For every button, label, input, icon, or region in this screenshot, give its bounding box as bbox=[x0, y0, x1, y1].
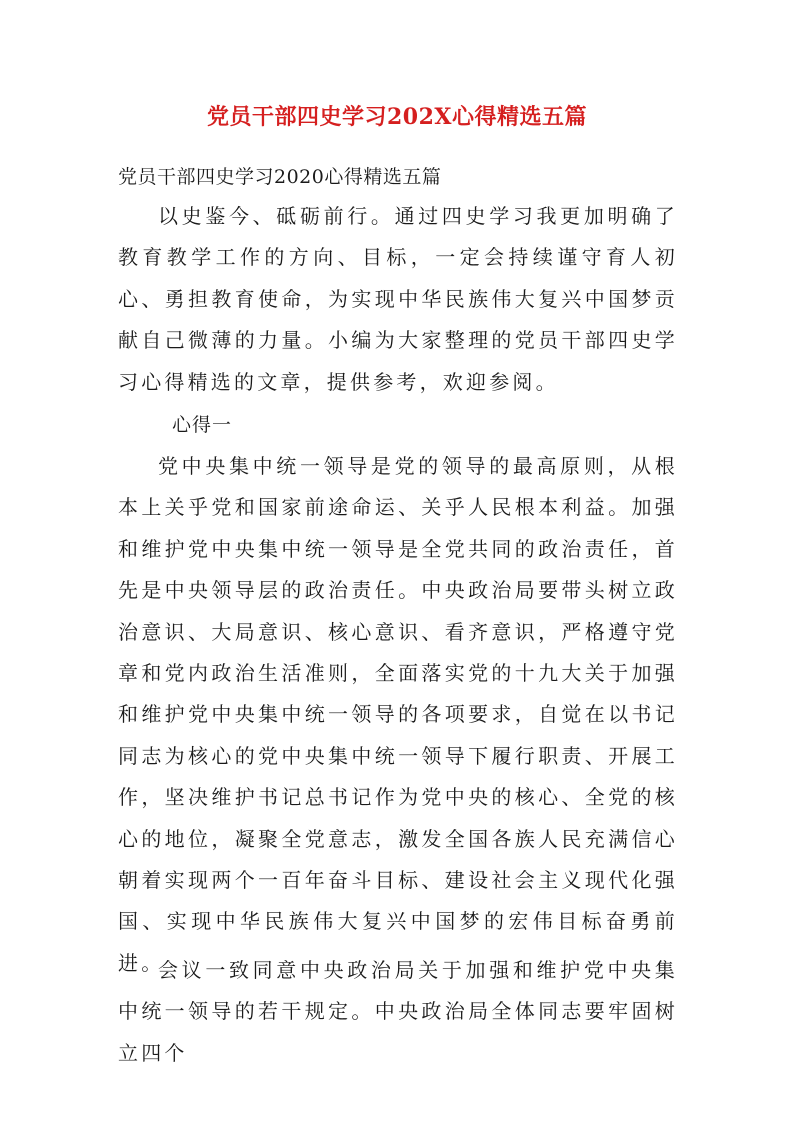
body-paragraph: 党中央集中统一领导是党的领导的最高原则，从根本上关乎党和国家前途命运、关乎人民根本利益。加强和维护党中央集中统一领导是全党共同的政治责任，首先是中央领导层的政治责任。中央政治局要带头树立政治意识、大局意识、核心意识、看齐意识，严格遵守党章和党内政治生活准则，全面落实党的十九大关于加强和维护党中央集中统一领导的各项要求，自觉在以书记同志为核心的党中央集中统一领导下履行职责、开展工作，坚决维护书记总书记作为党中央的核心、全党的核心的地位，凝聚全党意志，激发全国各族人民充满信心朝着实现两个一百年奋斗目标、建设社会主义现代化强国、实现中华民族伟大复兴中国梦的宏伟目标奋勇前进。 bbox=[118, 454, 678, 975]
section-heading: 心得一 bbox=[172, 414, 233, 436]
intro-paragraph: 以史鉴今、砥砺前行。通过四史学习我更加明确了教育教学工作的方向、目标，一定会持续谨守育人初心、勇担教育使命，为实现中华民族伟大复兴中国梦贡献自己微薄的力量。小编为大家整理的党员干部四史学习心得精选的文章，提供参考，欢迎参阅。 bbox=[118, 204, 678, 394]
body-paragraph: 会议一致同意中央政治局关于加强和维护党中央集中统一领导的若干规定。中央政治局全体同志要牢固树立四个 bbox=[118, 958, 678, 1065]
document-subtitle: 党员干部四史学习2020心得精选五篇 bbox=[118, 166, 442, 188]
document-title: 党员干部四史学习202X心得精选五篇 bbox=[207, 104, 587, 130]
